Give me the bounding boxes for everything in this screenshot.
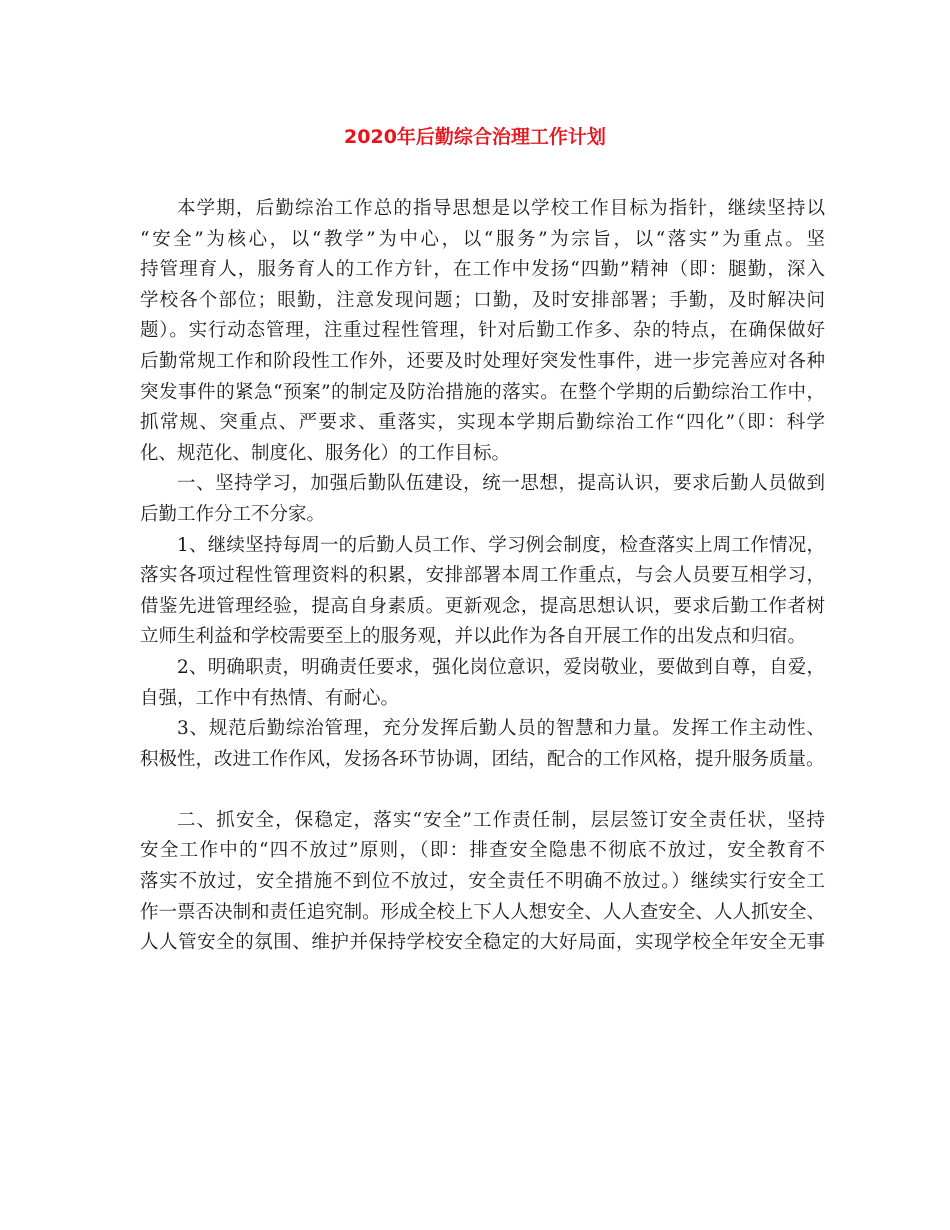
text-line: 人人管安全的氛围、维护并保持学校安全稳定的大好局面，实现学校全年安全无事 — [140, 932, 825, 954]
document-body — [140, 194, 825, 959]
paragraph-intro — [140, 194, 825, 469]
paragraph-section-two — [140, 806, 825, 959]
text-line: “安全”为核心，以“教学”为中心，以“服务”为宗旨，以“落实”为重点。坚 — [140, 228, 825, 250]
text-line: 后勤常规工作和阶段性工作外，还要及时处理好突发性事件，进一步完善应对各种 — [140, 350, 825, 372]
paragraph-spacer — [140, 775, 825, 806]
text-line: 化、规范化、制度化、服务化）的工作目标。 — [140, 442, 511, 464]
paragraph-item-1 — [140, 531, 825, 653]
text-line: 题）。实行动态管理，注重过程性管理，针对后勤工作多、杂的特点，在确保做好 — [140, 320, 825, 342]
text-line: 抓常规、突重点、严要求、重落实，实现本学期后勤综治工作“四化”（即：科学 — [140, 412, 825, 434]
text-line: 落实不放过，安全措施不到位不放过，安全责任不明确不放过。）继续实行安全工 — [140, 871, 825, 893]
paragraph-item-3 — [140, 714, 825, 775]
paragraph-section-one — [140, 469, 825, 530]
text-line: 自强，工作中有热情、有耐心。 — [140, 687, 400, 709]
text-line: 落实各项过程性管理资料的积累，安排部署本周工作重点，与会人员要互相学习， — [140, 565, 825, 587]
text-line: 作一票否决制和责任追究制。形成全校上下人人想安全、人人查安全、人人抓安全、 — [140, 901, 825, 923]
text-line: 积极性，改进工作作风，发扬各环节协调，团结，配合的工作风格，提升服务质量。 — [140, 748, 825, 770]
text-line: 1、继续坚持每周一的后勤人员工作、学习例会制度，检查落实上周工作情况， — [177, 534, 825, 556]
text-line: 安全工作中的“四不放过”原则，（即：排查安全隐患不彻底不放过，安全教育不 — [140, 840, 825, 862]
text-line: 突发事件的紧急“预案”的制定及防治措施的落实。在整个学期的后勤综治工作中， — [140, 381, 825, 403]
text-line: 后勤工作分工不分家。 — [140, 503, 326, 525]
text-line: 本学期，后勤综治工作总的指导思想是以学校工作目标为指针，继续坚持以 — [177, 198, 825, 219]
text-line: 2、明确职责，明确责任要求，强化岗位意识，爱岗敬业，要做到自尊，自爱， — [177, 656, 825, 678]
text-line: 学校各个部位；眼勤，注意发现问题；口勤，及时安排部署；手勤，及时解决问 — [140, 289, 825, 311]
text-line: 立师生利益和学校需要至上的服务观，并以此作为各自开展工作的出发点和归宿。 — [140, 626, 807, 648]
text-line: 3、规范后勤综治管理，充分发挥后勤人员的智慧和力量。发挥工作主动性、 — [177, 718, 825, 740]
document-title: 2020年后勤综合治理工作计划 — [344, 126, 606, 148]
text-line: 借鉴先进管理经验，提高自身素质。更新观念，提高思想认识，要求后勤工作者树 — [140, 595, 825, 617]
text-line: 一、坚持学习，加强后勤队伍建设，统一思想，提高认识，要求后勤人员做到 — [177, 473, 825, 495]
text-line: 持管理育人，服务育人的工作方针，在工作中发扬“四勤”精神（即：腿勤，深入 — [140, 259, 825, 281]
paragraph-item-2 — [140, 653, 825, 714]
text-line: 二、抓安全，保稳定，落实“安全”工作责任制，层层签订安全责任状，坚持 — [177, 809, 825, 831]
